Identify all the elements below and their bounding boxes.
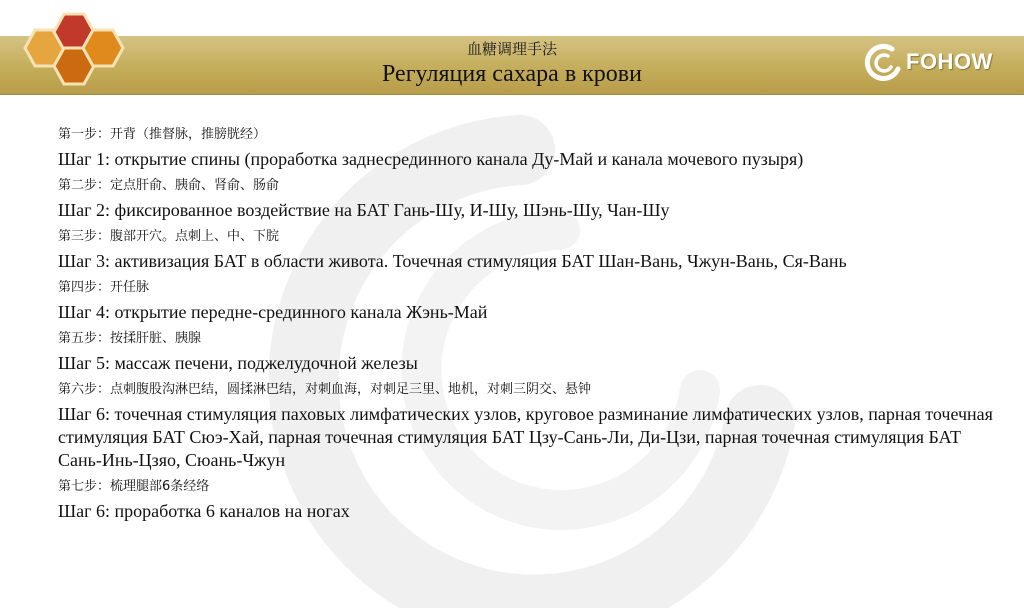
title-russian: Регуляция сахара в крови bbox=[382, 61, 642, 87]
step-2-ru: Шаг 2: фиксированное воздействие на БАТ Гань-Шу, И-Шу, Шэнь-Шу, Чан-Шу bbox=[58, 200, 670, 220]
step-7-ru: Шаг 6: проработка 6 каналов на ногах bbox=[58, 501, 350, 521]
step-3-ru: Шаг 3: активизация БАТ в области живота. Точечная стимуляция БАТ Шан-Вань, Чжун-Вань, Ся-Вань bbox=[58, 251, 847, 271]
step-5 bbox=[58, 330, 998, 375]
steps-list bbox=[58, 126, 998, 529]
step-6 bbox=[58, 381, 998, 472]
step-5-ru: Шаг 5: массаж печени, поджелудочной железы bbox=[58, 353, 418, 373]
step-3 bbox=[58, 228, 998, 273]
step-2 bbox=[58, 177, 998, 222]
step-4-cn: 第四步：开任脉 bbox=[58, 280, 150, 295]
step-1 bbox=[58, 126, 998, 171]
step-6-ru: Шаг 6: точечная стимуляция паховых лимфатических узлов, круговое разминание лимфатических узлов, парная точечная стимуляция БАТ Сюэ-Хай, парная точечная стимуляция БАТ Цзу-Сань-Ли, Ди-Цзи, парная точечная стимуляция БАТ Сань-Инь-Цзяо, Сюань-Чжун bbox=[58, 404, 993, 470]
step-5-cn: 第五步：按揉肝脏、胰腺 bbox=[58, 331, 202, 346]
fohow-logo bbox=[862, 41, 1002, 83]
step-7-cn: 第七步：梳理腿部6条经络 bbox=[58, 479, 210, 494]
step-1-cn: 第一步：开背（推督脉，推膀胱经） bbox=[58, 127, 267, 142]
step-4 bbox=[58, 279, 998, 324]
step-7 bbox=[58, 478, 998, 523]
fohow-swirl-icon bbox=[862, 41, 904, 83]
title-chinese: 血糖调理手法 bbox=[466, 40, 557, 58]
step-1-ru: Шаг 1: открытие спины (проработка заднесрединного канала Ду-Май и канала мочевого пузыря) bbox=[58, 149, 804, 169]
step-2-cn: 第二步：定点肝俞、胰俞、肾俞、肠俞 bbox=[58, 178, 280, 193]
step-6-cn: 第六步：点刺腹股沟淋巴结，圆揉淋巴结，对刺血海，对刺足三里、地机，对刺三阴交、悬钟 bbox=[58, 382, 592, 397]
logo-text: FOHOW bbox=[906, 49, 993, 74]
step-3-cn: 第三步：腹部开穴。点刺上、中、下脘 bbox=[58, 229, 280, 244]
step-4-ru: Шаг 4: открытие передне-срединного канала Жэнь-Май bbox=[58, 302, 488, 322]
